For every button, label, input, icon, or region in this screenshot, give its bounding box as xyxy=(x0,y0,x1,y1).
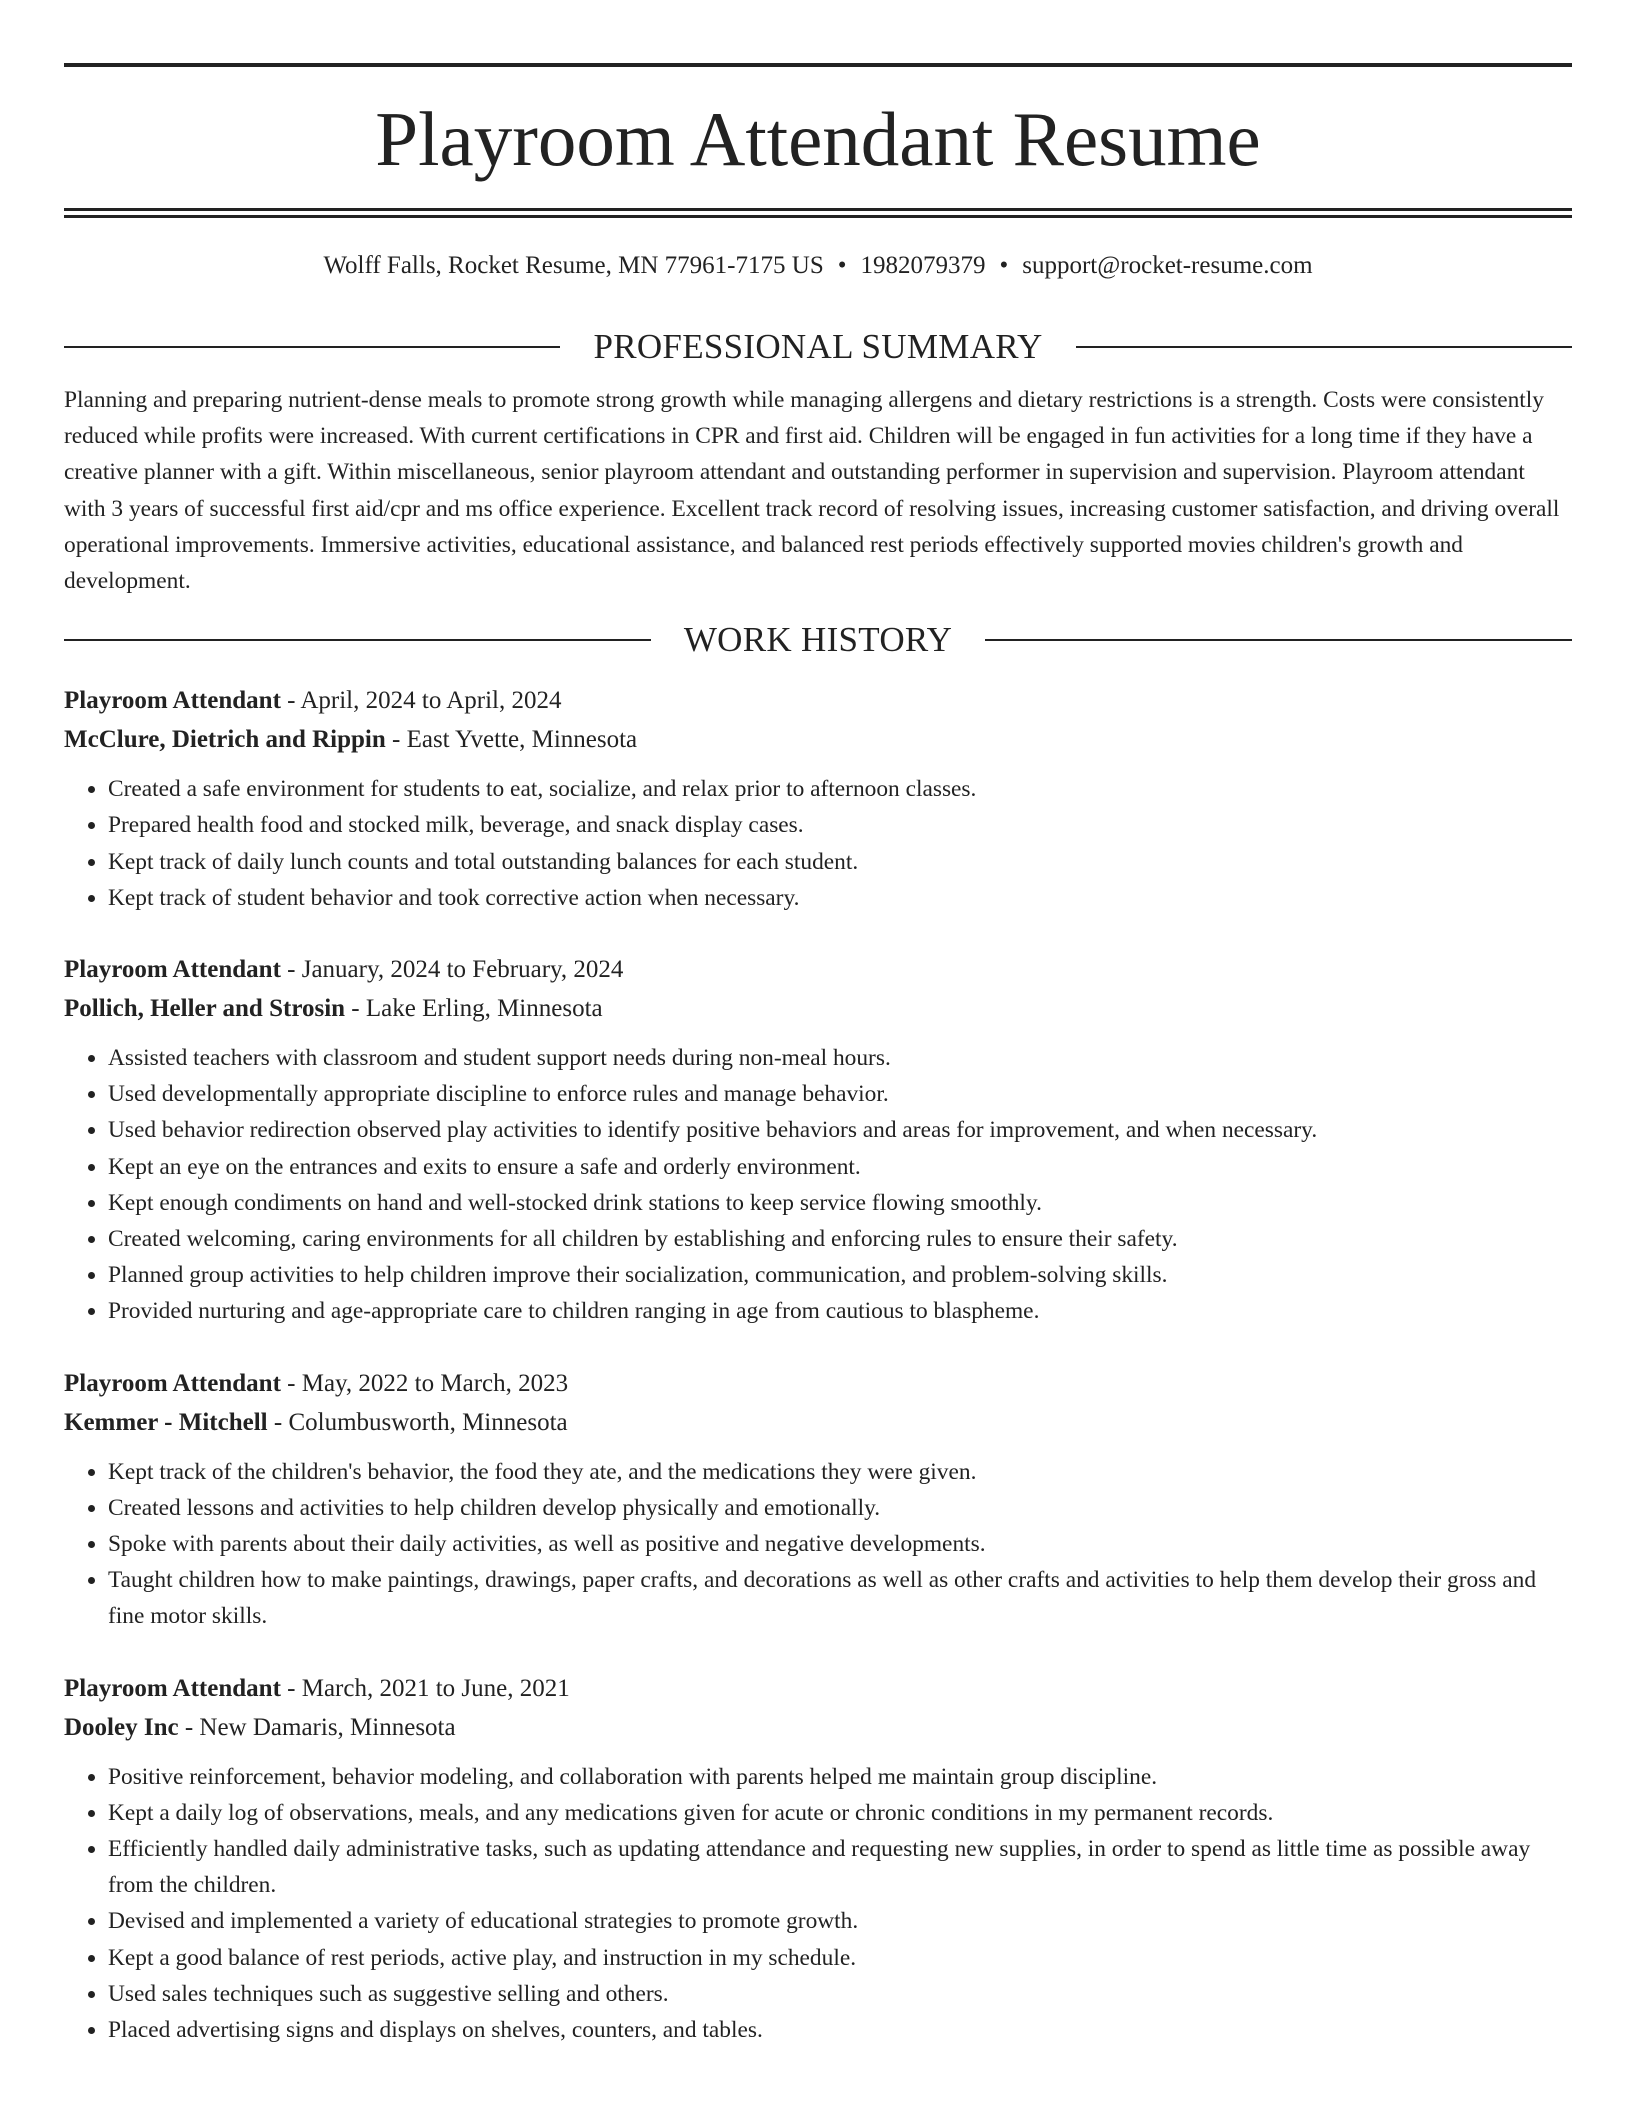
summary-paragraph: Planning and preparing nutrient-dense meals to promote strong growth while managing allergens and dietary restrictions is a strength. Costs were consistently reduced while profits were increased. With current certifications in CPR and first aid. Children will be engaged in fun activities for a long time if they have a creative planner with a gift. Within miscellaneous, senior playroom attendant and outstanding performer in supervision and supervision. Playroom attendant with 3 years of successful first aid/cpr and ms office experience. Excellent track record of resolving issues, increasing customer satisfaction, and driving overall operational improvements. Immersive activities, educational assistance, and balanced rest periods effectively supported movies children's growth and development. xyxy=(64,387,1560,595)
job-bullet: • Kept track of daily lunch counts and total outstanding balances for each student. xyxy=(108,844,1572,880)
heading-rule-left xyxy=(64,639,651,641)
job-title: Playroom Attendant xyxy=(64,1369,281,1397)
job-bullet-list xyxy=(64,1759,1572,2049)
job-company: Pollich, Heller and Strosin xyxy=(64,995,346,1023)
job-location: - East Yvette, Minnesota xyxy=(385,726,638,754)
job-title-line xyxy=(64,950,1572,989)
job-company: Kemmer - Mitchell xyxy=(64,1408,268,1436)
job-bullet: • Taught children how to make paintings, drawings, paper crafts, and decorations as well as other crafts and activities to help them develop their gross and fine motor skills. xyxy=(108,1562,1572,1634)
summary-section-heading xyxy=(64,326,1572,368)
heading-rule-left xyxy=(64,346,560,348)
contact-line xyxy=(64,250,1572,282)
job-bullet: • Provided nurturing and age-appropriate care to children ranging in age from cautious to blaspheme. xyxy=(108,1293,1572,1329)
job-company-line xyxy=(64,1403,1572,1442)
job-company-line xyxy=(64,1708,1572,1747)
page-title: Playroom Attendant Resume xyxy=(375,96,1261,182)
job-bullet-list xyxy=(64,771,1572,916)
top-rule xyxy=(64,63,1572,67)
job-entry xyxy=(64,681,1572,916)
job-location: - New Damaris, Minnesota xyxy=(178,1713,456,1741)
contact-separator: • xyxy=(837,252,847,279)
contact-address: Wolff Falls, Rocket Resume, MN 77961-7175 US xyxy=(323,252,824,279)
job-dates: - April, 2024 to April, 2024 xyxy=(280,687,562,715)
section-title: WORK HISTORY xyxy=(683,620,953,660)
job-bullet: • Planned group activities to help children improve their socialization, communication, and problem-solving skills. xyxy=(108,1257,1572,1293)
title-double-rule xyxy=(64,208,1572,218)
job-location: - Lake Erling, Minnesota xyxy=(345,995,603,1023)
job-location: - Columbusworth, Minnesota xyxy=(267,1408,568,1436)
job-entry xyxy=(64,1669,1572,2049)
job-entry xyxy=(64,1364,1572,1635)
job-title-line xyxy=(64,1364,1572,1403)
job-title: Playroom Attendant xyxy=(64,1674,281,1702)
resume-page xyxy=(64,0,1572,2048)
job-bullet: • Used sales techniques such as suggestive selling and others. xyxy=(108,1976,1572,2012)
job-bullet: • Kept an eye on the entrances and exits to ensure a safe and orderly environment. xyxy=(108,1149,1572,1185)
job-bullet: • Spoke with parents about their daily activities, as well as positive and negative developments. xyxy=(108,1526,1572,1562)
job-bullet: • Placed advertising signs and displays on shelves, counters, and tables. xyxy=(108,2012,1572,2048)
job-bullet: • Kept a daily log of observations, meals, and any medications given for acute or chronic conditions in my permanent records. xyxy=(108,1795,1572,1831)
job-title-line xyxy=(64,1669,1572,1708)
job-dates: - January, 2024 to February, 2024 xyxy=(280,956,624,984)
job-dates: - March, 2021 to June, 2021 xyxy=(280,1674,570,1702)
job-bullet: • Kept track of the children's behavior, the food they ate, and the medications they were given. xyxy=(108,1454,1572,1490)
job-bullet-list xyxy=(64,1040,1572,1330)
job-bullet: • Created a safe environment for students to eat, socialize, and relax prior to afternoon classes. xyxy=(108,771,1572,807)
job-bullet: • Used developmentally appropriate discipline to enforce rules and manage behavior. xyxy=(108,1076,1572,1112)
job-bullet: • Kept track of student behavior and took corrective action when necessary. xyxy=(108,880,1572,916)
job-bullet: • Created lessons and activities to help children develop physically and emotionally. xyxy=(108,1490,1572,1526)
contact-phone: 1982079379 xyxy=(860,252,986,279)
job-entry xyxy=(64,950,1572,1330)
job-title: Playroom Attendant xyxy=(64,956,281,984)
job-bullet: • Efficiently handled daily administrative tasks, such as updating attendance and requesting new supplies, in order to spend as little time as possible away from the children. xyxy=(108,1831,1572,1903)
job-bullet: • Used behavior redirection observed play activities to identify positive behaviors and areas for improvement, and when necessary. xyxy=(108,1112,1572,1148)
job-title: Playroom Attendant xyxy=(64,687,281,715)
job-company-line xyxy=(64,720,1572,759)
job-bullet: • Kept enough condiments on hand and well-stocked drink stations to keep service flowing smoothly. xyxy=(108,1185,1572,1221)
job-bullet: • Assisted teachers with classroom and student support needs during non-meal hours. xyxy=(108,1040,1572,1076)
heading-rule-right xyxy=(1076,346,1572,348)
job-bullet: • Prepared health food and stocked milk, beverage, and snack display cases. xyxy=(108,807,1572,843)
section-title: PROFESSIONAL SUMMARY xyxy=(593,327,1043,366)
job-bullet: • Kept a good balance of rest periods, active play, and instruction in my schedule. xyxy=(108,1940,1572,1976)
job-bullet: • Devised and implemented a variety of educational strategies to promote growth. xyxy=(108,1903,1572,1939)
job-company: McClure, Dietrich and Rippin xyxy=(64,726,386,754)
work-history-list xyxy=(64,681,1572,2048)
job-bullet: • Created welcoming, caring environments for all children by establishing and enforcing rules to ensure their safety. xyxy=(108,1221,1572,1257)
job-company-line xyxy=(64,989,1572,1028)
job-title-line xyxy=(64,681,1572,720)
contact-email: support@rocket-resume.com xyxy=(1022,252,1313,279)
work-section-heading xyxy=(64,619,1572,661)
job-dates: - May, 2022 to March, 2023 xyxy=(280,1369,569,1397)
job-company: Dooley Inc xyxy=(64,1713,179,1741)
job-bullet-list xyxy=(64,1454,1572,1635)
job-bullet: • Positive reinforcement, behavior modeling, and collaboration with parents helped me maintain group discipline. xyxy=(108,1759,1572,1795)
contact-separator: • xyxy=(999,252,1009,279)
heading-rule-right xyxy=(985,639,1572,641)
